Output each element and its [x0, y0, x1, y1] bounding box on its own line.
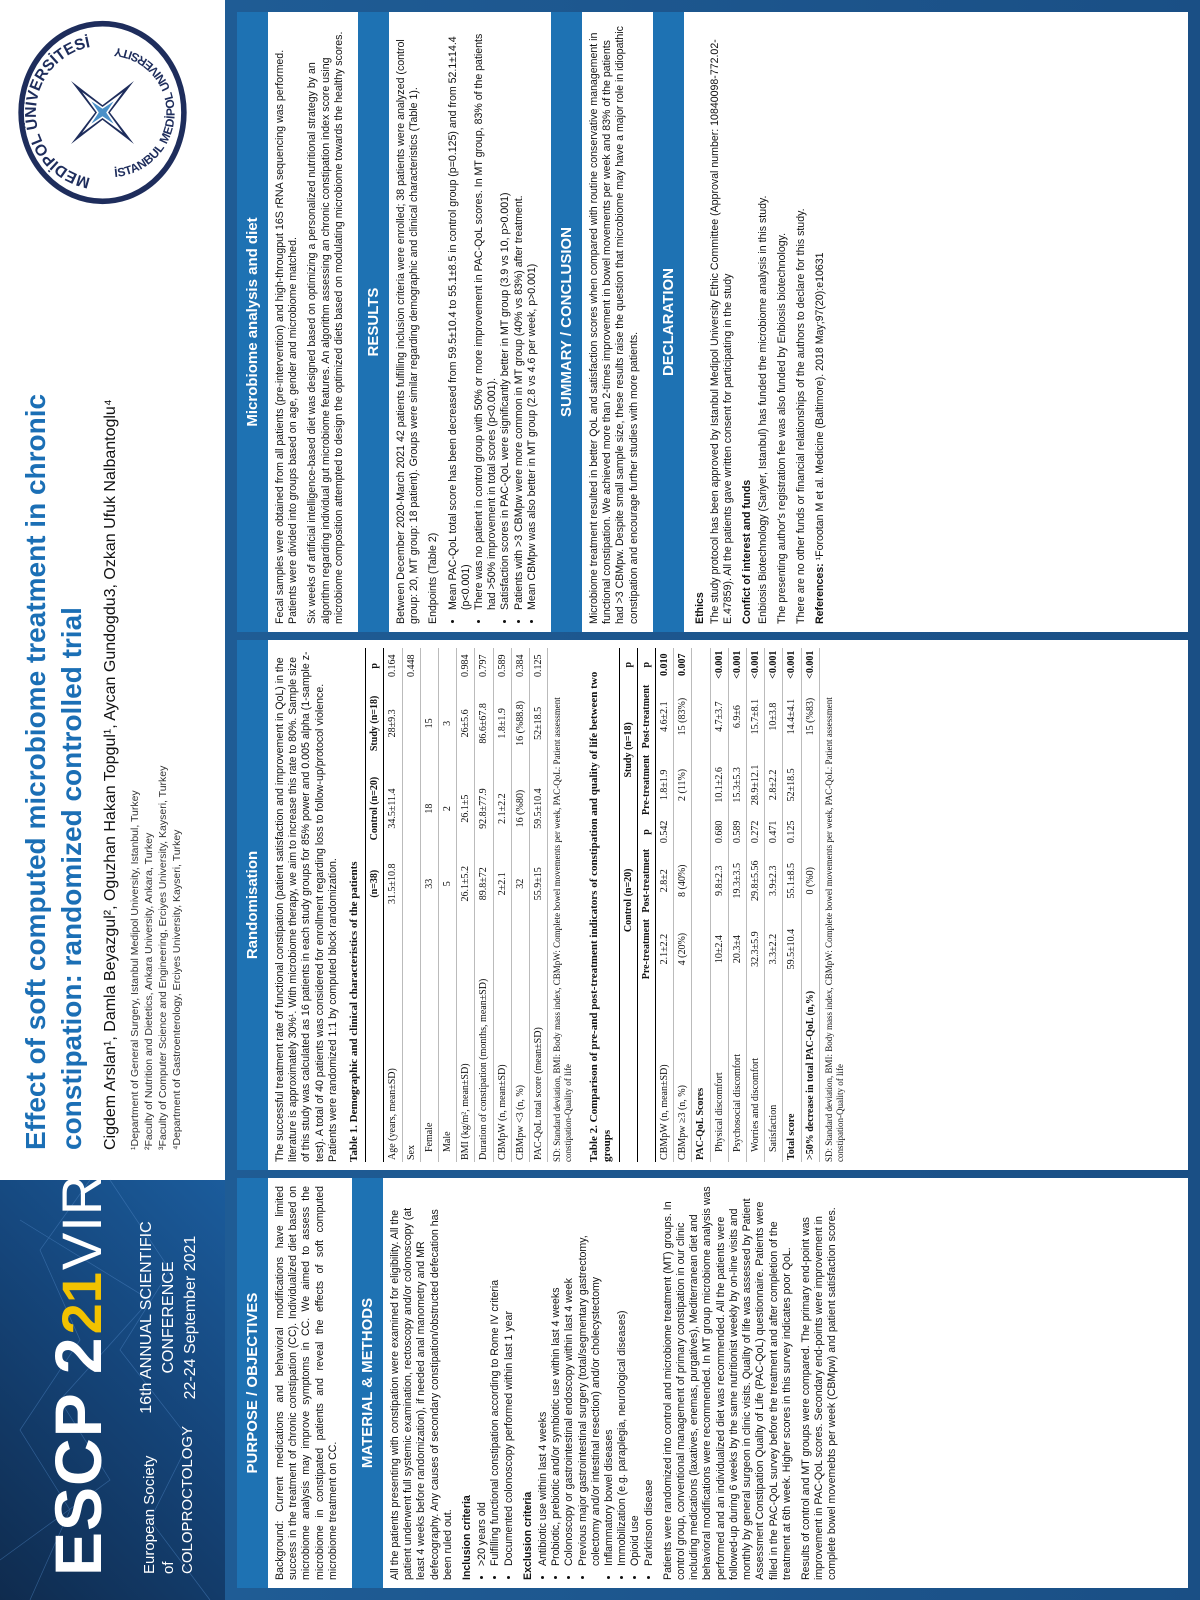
table-row [747, 648, 765, 1162]
table-cell [692, 846, 710, 916]
table1-header-cell: Study (n=18) [366, 684, 384, 764]
poster-body [225, 0, 1200, 1600]
poster-title: Effect of soft computed microbiome treatment in chronic constipation: randomized controlled trial [20, 393, 87, 1150]
table-cell [420, 648, 438, 684]
table-cell: Psychosocial discomfort [728, 982, 746, 1162]
brand-virtual: VIRTUAL [50, 1027, 113, 1271]
table1-header-row [366, 648, 384, 1162]
table-row [656, 648, 674, 1162]
table2-corner [619, 982, 637, 1162]
table1-title: Table 1. Demographic and clinical characteristics of the patients [348, 861, 361, 1162]
table-cell: 3.3±2.2 [765, 916, 783, 983]
table-cell: <0.001 [783, 648, 801, 681]
references-text: ¹Forootan M et al. Medicine (Baltimore). 2018 May;97(20):e10631 [814, 252, 827, 561]
table-cell: 15.7±8.1 [747, 681, 765, 751]
ethics-title: Ethics [693, 592, 706, 624]
table-cell [801, 916, 819, 983]
affiliation-3: ³Faculty of Computer Science and Engineering, Erciyes University, Kayseri, Turkey [157, 765, 169, 1150]
brand-escp: ESCP 2 [41, 1336, 115, 1576]
table-cell: 32 [511, 854, 529, 914]
coi-text-2: The presenting author's registration fee was also funded by Enbiosis biotechnology. [775, 232, 788, 624]
purpose-heading: PURPOSE / OBJECTIVES [237, 1178, 268, 1588]
table-cell: Duration of constipation (months, mean±SD) [475, 914, 493, 1162]
table-cell: 14.4±4.1 [783, 681, 801, 751]
table-cell: 18 [420, 763, 438, 854]
table-cell: Male [439, 914, 457, 1162]
table-row [457, 648, 475, 1162]
table-cell: 2.1±2.2 [493, 763, 511, 854]
table-cell: 52±18.5 [783, 752, 801, 819]
table-row [765, 648, 783, 1162]
table-cell: <0.001 [765, 648, 783, 681]
table2-group-control: Control (n=20) [619, 818, 637, 982]
logo-bottom-text: İSTANBUL MEDİPOL UNIVERSITY [113, 44, 178, 181]
table-cell [692, 681, 710, 751]
summary-heading: SUMMARY / CONCLUSION [551, 12, 582, 632]
table-cell: 59.5±10.4 [530, 763, 548, 854]
references-label: References: [814, 563, 827, 624]
table-cell: CBMpW (n, mean±SD) [493, 914, 511, 1162]
table-cell: 4.7±3.7 [710, 681, 728, 751]
table-cell: 86.6±67.8 [475, 684, 493, 764]
table-row [674, 648, 692, 1162]
microbiome-text-2: Six weeks of artificial intelligence-based diet was designed based on optimizing a personalized nutritional strategy by an algorithm regarding individual gut microbiome features. An algorithm assessing an chronic constipation index score using microbiome composition attempted to design the optimized diets based on modulating microbiome towards the healthy scores. [306, 31, 345, 624]
table-cell: 0.272 [747, 818, 765, 845]
table-cell: 4 (20%) [674, 916, 692, 983]
table2-subheader-cell: p [637, 818, 655, 845]
table2-subheader-cell [637, 982, 655, 1162]
results-endpoints-label: Endpoints (Table 2) [427, 532, 440, 624]
conference-dates: 22-24 September 2021 [182, 1235, 199, 1400]
microbiome-section [268, 12, 358, 632]
exclusion-list [537, 1186, 656, 1580]
table-cell: 29.8±5.56 [747, 846, 765, 916]
summary-section [582, 12, 653, 632]
table-cell: 15 (%83) [801, 681, 819, 751]
table-row [710, 648, 728, 1162]
table2-note: SD: Standard deviation, BMI: Body mass index, CBMpW: Complete bowel movements per week, PAC-QoL: Patient assessment constipation-Quality of life [823, 697, 845, 1162]
list-item: • >20 years old [476, 1186, 489, 1566]
table-cell: CBMpW (n, mean±SD) [656, 982, 674, 1162]
list-item: • Satisfaction scores in PAC-QoL were significantly better in MT group (3.9 vs 10, p>0.001) [499, 20, 512, 610]
table-cell: 92.8±77.9 [475, 763, 493, 854]
table-cell: Age (years, mean±SD) [384, 914, 402, 1162]
table-cell: 26.1±5.2 [457, 854, 475, 914]
table2-subheader-cell: Post-treatment [637, 846, 655, 916]
table1 [365, 648, 548, 1162]
table-cell: 19.3±3.5 [728, 846, 746, 916]
table-cell: 26.1±5 [457, 763, 475, 854]
table-cell: 15.3±5.3 [728, 752, 746, 819]
table-cell: 0.589 [493, 648, 511, 684]
table-cell [402, 684, 420, 764]
table-row [530, 648, 548, 1162]
exclusion-title: Exclusion criteria [521, 1491, 534, 1580]
poster-header [0, 0, 225, 1600]
methods-endpoints-text: Results of control and MT groups were compared. The primary end-point was improvement in PAC-QoL scores. Secondary end-points were improvement in complete bowel movemebts per week (CBMpw) and patient satisfaction scores. [799, 1207, 839, 1580]
list-item: • Inflammatory bowel diseases [603, 1186, 616, 1566]
table-row [783, 648, 801, 1162]
affiliation-2: ²Faculty of Nutrition and Dietetics, Ankara University, Ankara, Turkey [143, 832, 155, 1150]
table-cell: Female [420, 914, 438, 1162]
table-cell: 55.9±15 [530, 854, 548, 914]
column-middle [237, 640, 1188, 1170]
table-cell: 26±5.6 [457, 684, 475, 764]
table-cell: 20.3±4 [728, 916, 746, 983]
affiliation-4: ⁴Department of Gastroenterology, Erciyes University, Kayseri, Turkey [171, 829, 183, 1150]
table1-header-cell: p [366, 648, 384, 684]
table2-group-p: p [619, 648, 637, 681]
table2-group-row [619, 648, 637, 1162]
table-cell: CBMpw <3 (n, %) [511, 914, 529, 1162]
table-cell [692, 818, 710, 845]
table-cell: 3.9±2.3 [765, 846, 783, 916]
list-item: • There was no patient in control group with 50% or more improvement in PAC-QoL scores. In MT group, 83% of the patients had >50% improvement in total scores (p<0.001). [473, 20, 499, 610]
table-row [801, 648, 819, 1162]
table-cell: CBMpw ≥3 (n, %) [674, 982, 692, 1162]
affiliations [128, 270, 184, 1150]
table-cell: 6.9±6 [728, 681, 746, 751]
conference-name: 16th ANNUAL SCIENTIFIC CONFERENCE [138, 1221, 177, 1414]
table-row [692, 648, 710, 1162]
table2-subheader-cell: p [637, 648, 655, 681]
table-cell: 0.984 [457, 648, 475, 684]
table-cell: 2 (11%) [674, 752, 692, 819]
table-cell: 2.1±2.2 [656, 916, 674, 983]
table-cell: 16 (%80) [511, 763, 529, 854]
list-item: • Parkinson disease [643, 1186, 656, 1566]
list-item: • Patients with >3 CBMpw were more common in MT group (40% vs 83%) after treatment. [513, 20, 526, 610]
table-cell: 5 [439, 854, 457, 914]
table-cell: 0.797 [475, 648, 493, 684]
table-row [420, 648, 438, 1162]
table-row [439, 648, 457, 1162]
table-cell [692, 648, 710, 681]
table-cell: 0.448 [402, 648, 420, 684]
summary-text: Microbiome treatment resulted in better QoL and satisfaction scores when compared with routine conservative management in functional constipation. We achieved more than 2-times improvement in bowel movements per week and 83% of the patients had >3 CBMpw. Despite small sample size, these results raise the question that microbiome may have a major role in idiopathic constipation and encourage further studies with more patients. [588, 26, 640, 624]
list-item: • Mean PAC-QoL total score has been decreased from 59.5±10.4 to 55.1±8.5 in control group (p=0.125) and from 52.1±14.4 (p<0.001) [447, 20, 473, 610]
coi-text-1: Enbiosis Biotechnology (Sariyer, Istanbul) has funded the microbiome analysis in this study. [756, 195, 769, 624]
list-item: • Probiotic, prebiotic and/or symbiotic use within last 4 weeks [550, 1186, 563, 1566]
ethics-text: The study protocol has been approved by Istanbul Medipol University Ethic Committee (Approval number: 10840098-772.02-E.47859). All the patients gave written consent for participating in the study [709, 39, 735, 624]
table-cell: PAC-QoL Scores [692, 982, 710, 1162]
table-cell: 32.3±5.9 [747, 916, 765, 983]
microbiome-heading: Microbiome analysis and diet [237, 12, 268, 632]
table-cell: 0.384 [511, 648, 529, 684]
table-cell [674, 818, 692, 845]
logo-top-text: MEDİPOL ÜNİVERSİTESİ [22, 34, 92, 191]
table-row [728, 648, 746, 1162]
table-row [384, 648, 402, 1162]
methods-intro: All the patients presenting with constipation were examined for eligibility. All the patient underwent full systemic examination, rectoscopy and/or colonoscopy (at least 4 weeks before randomization), if needed anal manometry and MR defecography. Any causes of secondary constipation/obstructed defecation has been ruled out. [389, 1207, 454, 1580]
table-cell: 8 (40%) [674, 846, 692, 916]
methods-section [383, 1178, 852, 1588]
table2-body [656, 648, 820, 1162]
results-section [389, 12, 551, 632]
table-cell: 0.125 [783, 818, 801, 845]
table-cell: 2 [439, 763, 457, 854]
list-item: • Documented colonoscopy performed within last 1 year [503, 1186, 516, 1566]
list-item: • Colonoscopy or gastrointestinal endoscopy within last 4 week [563, 1186, 576, 1566]
table-cell: PAC-QoL total score (mean±SD) [530, 914, 548, 1162]
table-cell [801, 818, 819, 845]
list-item: • Opioid use [629, 1186, 642, 1566]
table-cell: 0.125 [530, 648, 548, 684]
randomisation-text: The successful treatment rate of functional constipation (patient satisfaction and improvement in QoL) in the literature is approximately 30%¹. With microbiome therapy, we aim to increase this rate to 80%. Sample size of this study was calculated as 16 patients in each study groups for 85% power and 0.005 alpha (1-sample z-test). A total of 40 patients was considered for enrollment regarding loss to follow-up/protocol violence. Patients were randomized 1:1 by computed block randomization. [274, 651, 339, 1162]
table-cell: 0.680 [710, 818, 728, 845]
table-cell: Total score [783, 982, 801, 1162]
table1-note: SD: Standard deviation, BMI: Body mass index, CBMpW: Complete bowel movements per week, PAC-QoL: Patient assessment constipation-Quality of life [552, 697, 574, 1162]
coi-title: Confict of interest and funds [741, 479, 754, 624]
list-item: • Fulfilling functional constipation according to Rome IV criteria [489, 1186, 502, 1566]
table-row [475, 648, 493, 1162]
table-cell: <0.001 [747, 648, 765, 681]
table-cell: 55.1±8.5 [783, 846, 801, 916]
table-cell: 10±3.8 [765, 681, 783, 751]
table-cell: 2±2.1 [493, 854, 511, 914]
list-item: • Previous major gastrointestinal surgery (total/segmentary gastrectomy, colectomy and/or intestinal resection) and/or cholecystectomy [577, 1186, 603, 1566]
table-cell: 0 (%0) [801, 846, 819, 916]
table2-group-study: Study (n=18) [619, 681, 637, 818]
table-row [493, 648, 511, 1162]
table-cell [402, 763, 420, 854]
list-item: • Immobilization (e.g. paraplegia, neurological diseases) [616, 1186, 629, 1566]
table-cell [439, 648, 457, 684]
table-cell: 89.8±72 [475, 854, 493, 914]
table-cell: 0.164 [384, 648, 402, 684]
table-cell: Sex [402, 914, 420, 1162]
table-cell: 28.9±12.1 [747, 752, 765, 819]
column-right [237, 12, 1188, 632]
table-cell: 4.6±2.1 [656, 681, 674, 751]
table-cell [801, 752, 819, 819]
declaration-heading: DECLARATION [653, 12, 684, 632]
table-cell: >50% decrease in total PAC-QoL (n,%) [801, 982, 819, 1162]
declaration-section [684, 12, 840, 632]
table1-body [384, 648, 548, 1162]
table-row [402, 648, 420, 1162]
table-cell: <0.001 [801, 648, 819, 681]
table-cell: BMI (kg/m², mean±SD) [457, 914, 475, 1162]
table1-header-cell: (n=38) [366, 854, 384, 914]
table-cell: 33 [420, 854, 438, 914]
results-list [447, 20, 539, 624]
table-cell: 15 (83%) [674, 681, 692, 751]
results-heading: RESULTS [358, 12, 389, 632]
table-cell: 34.5±11.4 [384, 763, 402, 854]
table2-title: Table 2. Comparison of pre-and post-treatment indicators of constipation and quality of life between two groups [588, 671, 614, 1162]
list-item: • Mean CBMpw was also better in MT group (2.8 vs 4.6 per week, p>0.001) [526, 20, 539, 610]
results-intro: Between December 2020-March 2021 42 patients fulfilling inclusion criteria were enrolled; 38 patients were analyzed (control group: 20, MT group: 18 patient). Groups were similar regarding demographic and clinical characteristics (Table 1). [395, 39, 421, 624]
table-cell: 9.8±2.3 [710, 846, 728, 916]
table-cell: 2.8±2 [656, 846, 674, 916]
table-cell: 15 [420, 684, 438, 764]
table-cell [692, 752, 710, 819]
table2-subheader-row [637, 648, 655, 1162]
affiliation-1: ¹Department of General Surgery, Istanbul Medipol University, Istanbul, Turkey [129, 790, 141, 1150]
table-cell: 16 (%88.8) [511, 684, 529, 764]
table-cell [402, 854, 420, 914]
table-cell: Physical discomfort [710, 982, 728, 1162]
table-cell: <0.001 [710, 648, 728, 681]
inclusion-list [476, 1186, 516, 1580]
title-block [18, 270, 184, 1150]
table-row [511, 648, 529, 1162]
table-cell: 52±18.5 [530, 684, 548, 764]
author-list: Cigdem Arslan¹, Damla Beyazgul², Oguzhan Hakan Topgul¹, Aycan Gundogdu3, Ozkan Ufuk Nalbantoglu⁴ [102, 399, 119, 1150]
table-cell: 1.8±1.9 [656, 752, 674, 819]
list-item: • Antibiotic use within last 4 weeks [537, 1186, 550, 1566]
table-cell: 1.8±1.9 [493, 684, 511, 764]
table-cell: <0.001 [728, 648, 746, 681]
table-cell: Worries and discomfort [747, 982, 765, 1162]
table-cell [692, 916, 710, 983]
column-left [237, 1178, 1188, 1588]
society-name: European Society of COLOPROCTOLOGY [141, 1425, 196, 1574]
inclusion-title: Inclusion criteria [461, 1495, 474, 1580]
coi-text-3: There are no other funds or financial relationships of the authors to declare for this study. [795, 208, 808, 624]
table1-header-cell: Control (n=20) [366, 763, 384, 854]
randomisation-section [268, 640, 852, 1170]
references [814, 20, 827, 624]
methods-randomization-text: Patients were randomized into control and microbiome treatment (MT) groups. In control group, conventional management of primary constipation in our clinic including medications (laxatives, enemas, purgatives), Mediterranean diet and behavioral modifications were recommended. In MT group microbiome analysis was performed and an individualized diet was recommended. All the patients were followed-up during 6 weeks by the same nutritionist weekly by on-line visits and monthly by general surgeon in clinic visits. Quality of life was assessed by Patient Assessment Constipation Quality of Life (PAC-QoL) questionnaire. Patients were filled in the PAC-QoL survey before the treatment and after completion of the treatment at 6th week. Higher scores in this survey indicates poor QoL. [661, 1186, 793, 1580]
purpose-text: Background: Current medications and behavioral modifications have limited success in the treatment of chronic constipation (CC). Individualized diet based on microbiome analysis may improve symptoms in CC. We aimed to assess the microbiome in constipated patients and reveal the effects of soft computed microbiome treatment on CC. [274, 1186, 339, 1580]
table2-subheader-cell: Pre-treatment [637, 916, 655, 983]
table2 [619, 648, 820, 1162]
table-cell: 59.5±10.4 [783, 916, 801, 983]
randomisation-heading: Randomisation [237, 640, 268, 1170]
table2-subheader-cell: Post-treatment [637, 681, 655, 751]
conference-banner [0, 1027, 225, 1600]
purpose-section [268, 1178, 352, 1588]
methods-heading: MATERIAL & METHODS [352, 1178, 383, 1588]
table-cell: 31.5±10.8 [384, 854, 402, 914]
medipol-university-logo [10, 20, 195, 205]
table-cell: 28±9.3 [384, 684, 402, 764]
table-cell: 3 [439, 684, 457, 764]
table2-subheader-cell: Pre-treatment [637, 752, 655, 819]
table1-header-cell [366, 914, 384, 1162]
table-cell: 0.010 [656, 648, 674, 681]
table-cell: 0.007 [674, 648, 692, 681]
brand-year: 21 [50, 1272, 113, 1335]
table-cell: 0.542 [656, 818, 674, 845]
table-cell: 10.1±2.6 [710, 752, 728, 819]
table-cell: 2.8±2.2 [765, 752, 783, 819]
table-cell: Satisfaction [765, 982, 783, 1162]
table-cell: 0.471 [765, 818, 783, 845]
table-cell: 0.589 [728, 818, 746, 845]
conference-info [136, 1190, 202, 1445]
table-cell: 10±2.4 [710, 916, 728, 983]
microbiome-text-1: Fecal samples were obtained from all patients (pre-intervention) and high-througput 16S rRNA sequencing was performed. Patients were divided into groups based on age, gender and microbiome matched. [274, 49, 300, 624]
